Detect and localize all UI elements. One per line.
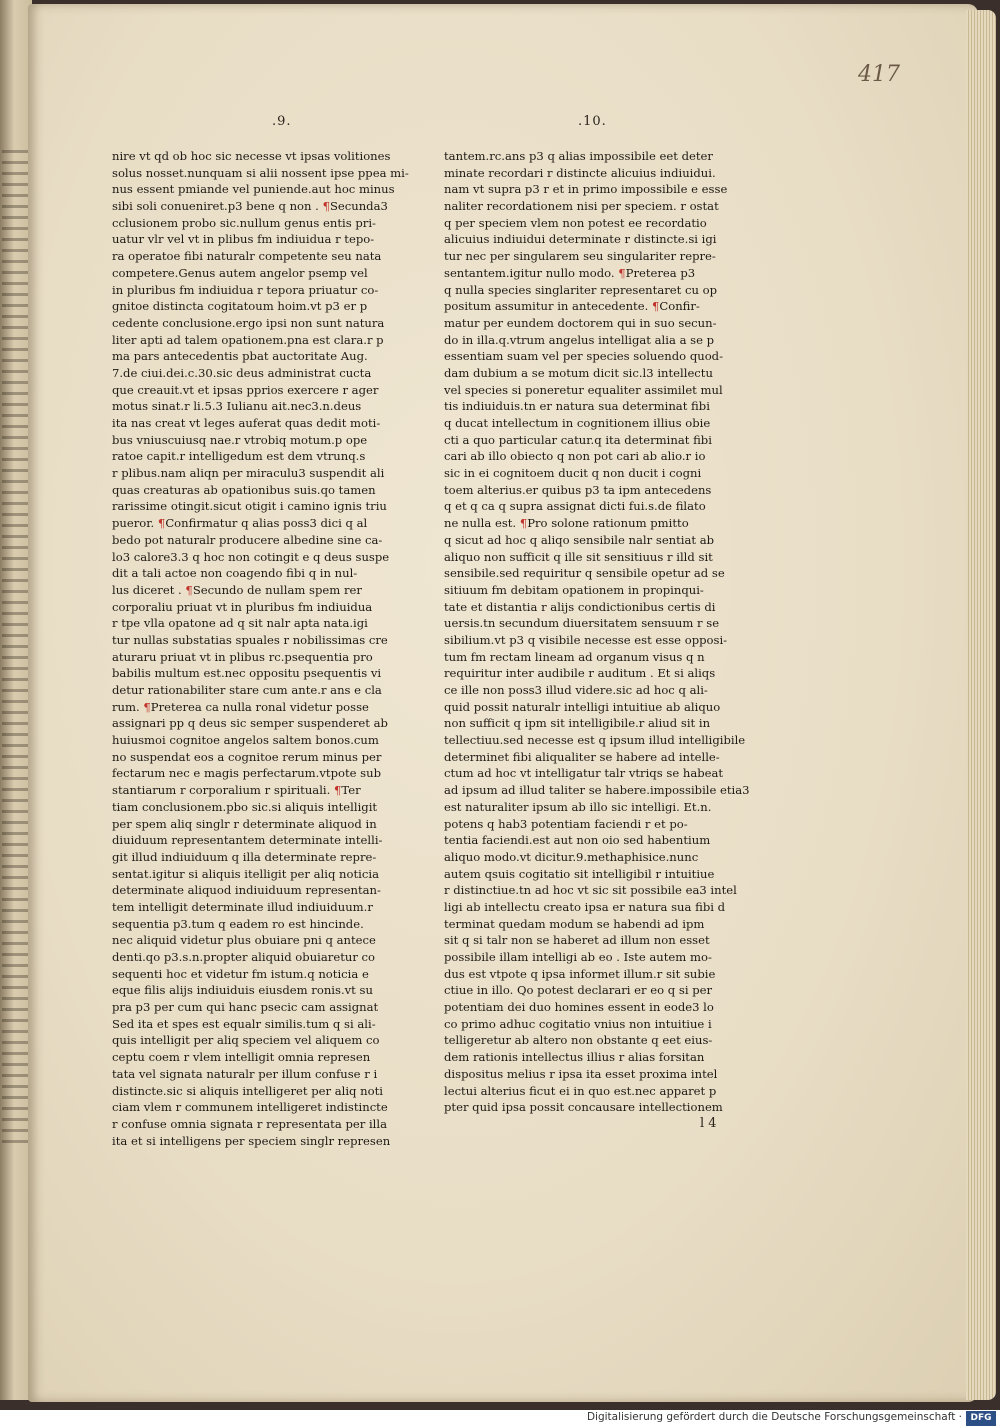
text-line: ceptu coem r vlem intelligit omnia represen: [112, 1050, 371, 1065]
text-line: tiam conclusionem.pbo sic.si aliquis intelligit: [112, 799, 378, 814]
text-line: cclusionem probo sic.nullum genus entis pri-: [112, 215, 376, 230]
text-line: non sufficit q ipm sit intelligibile.r aliud sit in: [444, 716, 711, 731]
footer-credit: Digitalisierung gefördert durch die Deutsche Forschungsgemeinschaft ·: [586, 1411, 962, 1423]
text-line: positum assumitur in antecedente. ¶Confir-: [444, 299, 700, 314]
text-line: aliquo non sufficit q ille sit sensitiuus r illd sit: [444, 549, 713, 564]
text-line: q nulla species singlariter representaret cu op: [444, 282, 718, 297]
text-line: q sicut ad hoc q aliqo sensibile nalr sentiat ab: [444, 532, 715, 547]
text-line: q ducat intellectum in cognitionem illius obie: [444, 416, 711, 430]
text-line: uatur vlr vel vt in plibus fm indiuidua r tepo-: [112, 232, 375, 247]
text-line: bus vniuscuiusq nae.r vtrobiq motum.p ope: [112, 432, 368, 447]
text-line: quis intelligit per aliq speciem vel aliquem co: [112, 1033, 380, 1048]
text-column-left: [112, 148, 428, 1149]
text-line: tentia faciendi.est aut non oio sed habentium: [444, 833, 711, 848]
text-line: essentiam suam vel per species soluendo quod-: [444, 349, 724, 364]
rubric-paragraph-mark: ¶: [157, 516, 166, 531]
text-line: git illud indiuiduum q illa determinate repre-: [112, 849, 377, 864]
text-line: tis indiuiduis.tn er natura sua determinat fibi: [444, 399, 710, 414]
text-line: tata vel signata naturalr per illum confuse r i: [112, 1066, 378, 1081]
text-line: dem rationis intellectus illius r alias forsitan: [444, 1050, 705, 1065]
text-line: potentiam dei duo homines essent in eode3 lo: [444, 1000, 714, 1015]
text-line: tum fm rectam lineam ad organum visus q n: [444, 649, 705, 664]
text-line: pueror. ¶Confirmatur q alias poss3 dici q al: [112, 516, 368, 531]
text-line: r tpe vlla opatone ad q sit nalr apta nata.igi: [112, 616, 368, 631]
text-line: nus essent pmiande vel puniende.aut hoc minus: [112, 182, 395, 197]
rubric-paragraph-mark: ¶: [651, 299, 660, 314]
text-line: no suspendat eos a cognitoe rerum minus per: [112, 749, 382, 764]
text-column-right: [444, 148, 764, 1116]
text-line: tate et distantia r alijs condictionibus certis di: [444, 599, 716, 614]
rubric-paragraph-mark: ¶: [185, 582, 193, 597]
text-line: tantem.rc.ans p3 q alias impossibile eet deter: [444, 149, 713, 163]
text-line: dus est vtpote q ipsa informet illum.r sit subie: [444, 966, 716, 981]
text-line: babilis multum est.nec oppositu psequentis vi: [112, 666, 382, 681]
text-line: sitiuum fm debitam opationem in propinqui-: [444, 582, 704, 597]
text-line: sit q si talr non se haberet ad illum non esset: [444, 933, 710, 948]
text-line: sensibile.sed requiritur q sensibile opetur ad se: [444, 566, 725, 581]
text-line: aturaru priuat vt in plibus rc.psequentia pro: [112, 649, 373, 664]
dfg-logo: DFG: [966, 1411, 996, 1426]
text-line: co primo adhuc cogitatio vnius non intuitiue i: [444, 1016, 712, 1031]
text-line: toem alterius.er quibus p3 ta ipm antecedens: [444, 482, 712, 497]
text-line: pter quid ipsa possit concausare intellectionem: [444, 1100, 723, 1115]
text-line: diuiduum representantem determinate intelli-: [112, 833, 383, 848]
text-line: q et q ca q supra assignat dicti fui.s.de filato: [444, 499, 706, 514]
text-line: ita nas creat vt leges auferat quas dedit moti-: [112, 416, 381, 430]
text-line: sentat.igitur si aliquis itelligit per aliq noticia: [112, 866, 379, 881]
rubric-paragraph-mark: ¶: [334, 783, 342, 798]
text-line: r distinctiue.tn ad hoc vt sic sit possibile ea3 intel: [444, 883, 737, 898]
text-line: ma pars antecedentis pbat auctoritate Aug.: [112, 349, 368, 364]
rubric-paragraph-mark: ¶: [519, 516, 528, 531]
text-line: distincte.sic si aliquis intelligeret per aliq noti: [112, 1083, 383, 1098]
text-line: huiusmoi cognitoe angelos saltem bonos.cum: [112, 733, 379, 748]
text-line: lo3 calore3.3 q hoc non cotingit e q deus suspe: [112, 549, 390, 564]
text-line: terminat quedam modum se habendi ad ipm: [444, 916, 705, 931]
text-line: sentantem.igitur nullo modo. ¶Preterea p3: [444, 265, 696, 280]
text-line: motus sinat.r li.5.3 Iulianu ait.nec3.n.deus: [112, 399, 362, 414]
text-line: aliquo modo.vt dicitur.9.methaphisice.nunc: [444, 849, 699, 864]
rubric-paragraph-mark: ¶: [618, 265, 626, 280]
text-line: ita et si intelligens per speciem singlr represen: [112, 1133, 391, 1148]
text-line: requiritur inter audibile r auditum . Et si aliqs: [444, 666, 716, 681]
rubric-paragraph-mark: ¶: [322, 199, 330, 214]
text-line: alicuius indiuidui determinate r distincte.si igi: [444, 232, 717, 247]
text-line: dit a tali actoe non coagendo fibi q in nul-: [112, 566, 358, 581]
text-line: quid possit naturalr intelligi intuitiue ab aliquo: [444, 699, 721, 714]
text-line: nec aliquid videtur plus obuiare pni q antece: [112, 933, 376, 948]
text-line: ce ille non poss3 illud videre.sic ad hoc q ali-: [444, 683, 708, 697]
text-line: matur per eundem doctorem qui in suo secun-: [444, 315, 717, 330]
text-line: 7.de ciui.dei.c.30.sic deus administrat cucta: [112, 365, 372, 380]
text-line: sic in ei cognitoem ducit q non ducit i cogni: [444, 466, 702, 481]
text-line: q per speciem vlem non potest ee recordatio: [444, 215, 707, 230]
text-line: Sed ita et spes est equalr similis.tum q si ali-: [112, 1016, 376, 1031]
text-line: autem qsuis cogitatio sit intelligibil r intuitiue: [444, 866, 715, 881]
text-line: vel species si poneretur equaliter assimilet mul: [444, 382, 723, 397]
text-line: dispositus melius r ipsa ita esset proxima intel: [444, 1066, 718, 1081]
text-line: est naturaliter ipsum ab illo sic intelligi. Et.n.: [444, 799, 712, 814]
text-line: competere.Genus autem angelor psemp vel: [112, 265, 368, 280]
text-line: ctum ad hoc vt intelligatur talr vtriqs se habeat: [444, 766, 724, 781]
text-line: ne nulla est. ¶Pro solone rationum pmitto: [444, 516, 689, 531]
text-line: potens q hab3 potentiam faciendi r et po-: [444, 816, 688, 831]
text-line: ratoe capit.r intelligedum est dem vtrunq.s: [112, 449, 366, 464]
rubric-paragraph-mark: ¶: [143, 699, 151, 714]
page-stack-edges: [966, 10, 996, 1400]
text-line: rarissime otingit.sicut otigit i camino ignis triu: [112, 499, 387, 514]
text-line: cedente conclusione.ergo ipsi non sunt natura: [112, 315, 385, 330]
footer-bar: [0, 1410, 1000, 1428]
previous-page-text-shadow: [2, 150, 28, 1150]
text-line: tur nec per singularem seu singulariter repre-: [444, 249, 716, 264]
text-line: cari ab illo obiecto q non pot cari ab alio.r io: [444, 449, 706, 464]
text-line: r plibus.nam aliqn per miraculu3 suspendit ali: [112, 466, 385, 481]
text-line: in pluribus fm indiuidua r tepora priuatur co-: [112, 282, 379, 297]
text-line: possibile illam intelligi ab eo . Iste autem mo-: [444, 950, 712, 964]
text-line: sequentia p3.tum q eadem ro est hincinde.: [112, 916, 364, 931]
text-line: telligeretur ab altero non obstante q eet eius-: [444, 1033, 713, 1048]
text-line: do in illa.q.vtrum angelus intelligat alia a se p: [444, 332, 715, 347]
signature-mark: l 4: [700, 1116, 717, 1131]
text-line: lectui alterius ficut ei in quo est.nec apparet p: [444, 1083, 717, 1098]
text-line: nam vt supra p3 r et in primo impossibile e esse: [444, 182, 728, 197]
folio-number: 417: [858, 62, 900, 87]
text-line: minate recordari r distincte alicuius indiuidui.: [444, 165, 716, 180]
text-line: liter apti ad talem opationem.pna est clara.r p: [112, 332, 384, 347]
text-line: ctiue in illo. Qo potest declarari er eo q si per: [444, 983, 713, 998]
text-line: assignari pp q deus sic semper suspenderet ab: [112, 716, 388, 731]
text-line: cti a quo particular catur.q ita determinat fibi: [444, 432, 712, 447]
text-line: sibilium.vt p3 q visibile necesse est esse opposi-: [444, 632, 728, 647]
text-line: gnitoe distincta cogitatoum hoim.vt p3 er p: [112, 299, 368, 314]
text-line: eque filis alijs indiuiduis eiusdem ronis.vt su: [112, 983, 373, 998]
column-number-left: .9.: [272, 114, 292, 129]
text-line: per spem aliq singlr r determinate aliquod in: [112, 816, 377, 831]
text-line: sequenti hoc et videtur fm istum.q noticia e: [112, 966, 369, 981]
text-line: determinate aliquod indiuiduum representan-: [112, 883, 381, 898]
text-line: determinet fibi aliqualiter se habere ad intelle-: [444, 749, 720, 764]
text-line: naliter recordationem nisi per speciem. r ostat: [444, 199, 719, 214]
text-line: rum. ¶Preterea ca nulla ronal videtur posse: [112, 699, 369, 714]
text-line: uersis.tn secundum diuersitatem sensuum r se: [444, 616, 720, 631]
text-line: detur rationabiliter stare cum ante.r ans e cla: [112, 683, 382, 697]
text-line: bedo pot naturalr producere albedine sine ca-: [112, 532, 383, 547]
text-line: lus diceret . ¶Secundo de nullam spem rer: [112, 582, 362, 597]
text-line: sibi soli conueniret.p3 bene q non . ¶Secunda3: [112, 199, 388, 214]
text-line: que creauit.vt et ipsas pprios exercere r ager: [112, 382, 379, 397]
text-line: tellectiuu.sed necesse est q ipsum illud intelligibile: [444, 733, 746, 748]
text-line: pra p3 per cum qui hanc psecic cam assignat: [112, 1000, 379, 1015]
text-line: solus nosset.nunquam si alii nossent ipse ppea mi-: [112, 165, 409, 180]
text-line: stantiarum r corporalium r spirituali. ¶Ter: [112, 783, 361, 798]
text-line: nire vt qd ob hoc sic necesse vt ipsas volitiones: [112, 149, 391, 163]
text-line: quas creaturas ab opationibus suis.qo tamen: [112, 482, 376, 497]
text-line: r confuse omnia signata r representata per illa: [112, 1116, 387, 1131]
text-line: fectarum nec e magis perfectarum.vtpote sub: [112, 766, 382, 781]
text-line: ligi ab intellectu creato ipsa er natura sua fibi d: [444, 899, 726, 914]
text-line: ad ipsum ad illud taliter se habere.impossibile etia3: [444, 783, 750, 798]
text-line: corporaliu priuat vt in pluribus fm indiuidua: [112, 599, 373, 614]
text-line: ra operatoe fibi naturalr competente seu nata: [112, 249, 382, 264]
text-line: denti.qo p3.s.n.propter aliquid obuiaretur co: [112, 950, 376, 964]
text-line: ciam vlem r communem intelligeret indistincte: [112, 1100, 388, 1115]
text-line: tur nullas substatias spuales r nobilissimas cre: [112, 632, 388, 647]
column-number-right: .10.: [578, 114, 607, 129]
text-line: tem intelligit determinate illud indiuiduum.r: [112, 899, 373, 914]
text-line: dam dubium a se motum dicit sic.l3 intellectu: [444, 365, 713, 380]
